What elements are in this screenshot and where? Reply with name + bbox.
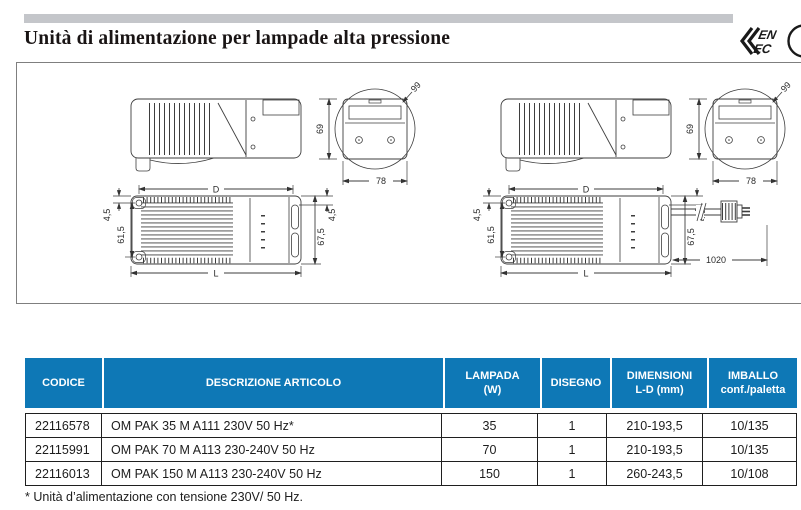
header-sublabel: conf./paletta [720, 384, 786, 396]
product-table [25, 358, 797, 486]
cell-lampada: 70 [441, 438, 537, 461]
footnote: * Unità d’alimentazione con tensione 230V/ 50 Hz. [25, 490, 303, 504]
header-cell-descrizione [102, 358, 443, 408]
header-cell-imballo [707, 358, 797, 408]
header-cell-dimensioni [610, 358, 707, 408]
cell-descrizione: OM PAK 70 M A113 230-240V 50 Hz [101, 438, 441, 461]
header-label: LAMPADA [465, 369, 520, 382]
technical-drawing [17, 63, 801, 303]
cell-dimensioni: 210-193,5 [606, 414, 702, 437]
technical-diagram-panel [16, 62, 801, 304]
top-accent-bar [24, 14, 733, 23]
enec-logo-text-bottom: EC [752, 42, 773, 56]
cell-imballo: 10/135 [702, 414, 796, 437]
header-label: DIMENSIONI [626, 369, 693, 382]
header-label: DISEGNO [550, 376, 602, 389]
svg-text:1020: 1020 [705, 255, 727, 265]
table-row [26, 461, 796, 485]
cell-descrizione: OM PAK 35 M A111 230V 50 Hz* [101, 414, 441, 437]
cell-codice: 22116578 [35, 418, 90, 433]
cell-disegno: 1 [537, 414, 606, 437]
cell-imballo: 10/108 [702, 462, 796, 485]
enec-logo [736, 24, 782, 58]
cell-descrizione: OM PAK 150 M A113 230-240V 50 Hz [101, 462, 441, 485]
enec-logo-text-top: EN [757, 28, 778, 42]
cell-lampada: 35 [441, 414, 537, 437]
table-header-row [25, 358, 797, 408]
table-row [26, 437, 796, 461]
header-label: IMBALLO [727, 369, 779, 382]
cell-codice: 22115991 [35, 442, 90, 457]
header-sublabel: L-D (mm) [635, 384, 684, 396]
drawing-left-unit [102, 80, 423, 279]
cell-codice: 22116013 [35, 466, 90, 481]
drawing-right-unit [472, 80, 793, 279]
table-row [26, 414, 796, 437]
header-cell-disegno [540, 358, 610, 408]
cell-imballo: 10/135 [702, 438, 796, 461]
header-sublabel: (W) [483, 384, 502, 396]
cell-disegno: 1 [537, 462, 606, 485]
header-cell-codice [25, 358, 102, 408]
page-title: Unità di alimentazione per lampade alta pressione [24, 28, 451, 49]
header-label: DESCRIZIONE ARTICOLO [205, 376, 342, 389]
table-body [25, 413, 797, 486]
cell-dimensioni: 210-193,5 [606, 438, 702, 461]
partial-brand-letter-icon [786, 21, 801, 63]
header-label: CODICE [42, 376, 85, 389]
cell-lampada: 150 [441, 462, 537, 485]
header-cell-lampada [443, 358, 540, 408]
cell-disegno: 1 [537, 438, 606, 461]
cell-dimensioni: 260-243,5 [606, 462, 702, 485]
